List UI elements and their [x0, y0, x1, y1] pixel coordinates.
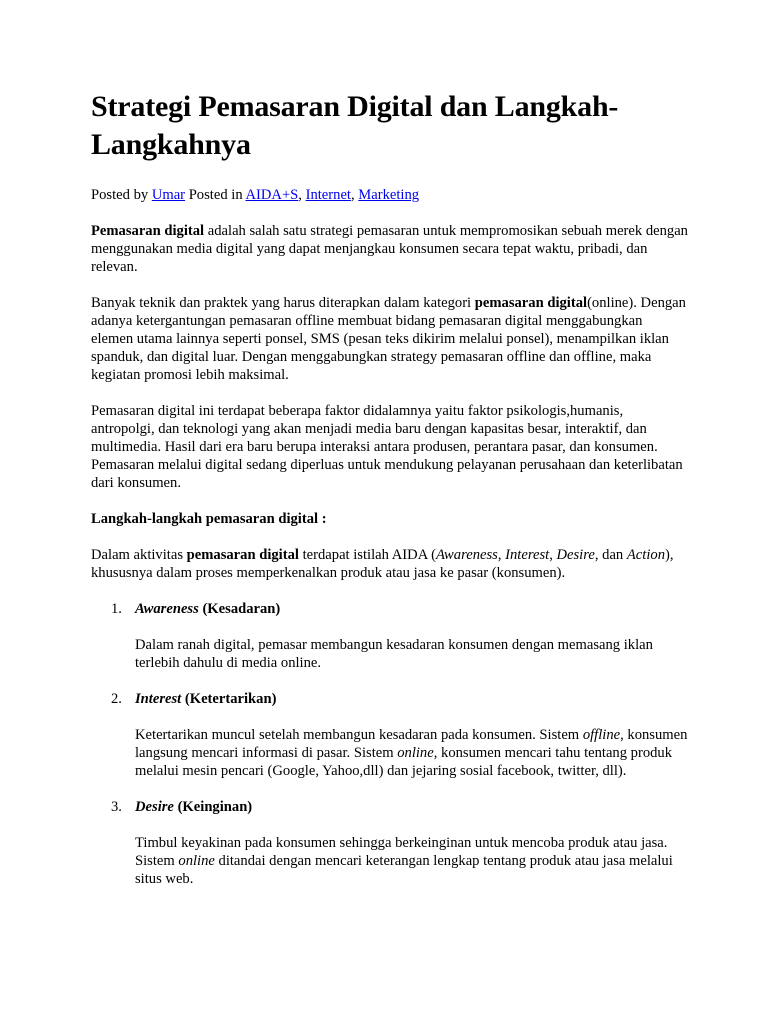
aida-text-mid: terdapat istilah AIDA ( — [298, 547, 436, 563]
step-body-text: ditandai dengan mencari keterangan lengkap tentang produk atau jasa melalui situs web. — [135, 853, 673, 887]
techniques-paragraph — [91, 294, 688, 384]
step-label: (Ketertarikan) — [181, 691, 277, 707]
category-link-aida[interactable]: AIDA+S — [245, 187, 299, 203]
aida-desire: Desire — [556, 547, 595, 563]
step-label: (Keinginan) — [173, 799, 253, 815]
factors-paragraph: Pemasaran digital ini terdapat beberapa faktor didalamnya yaitu faktor psikologis,humanis, antropolgi, dan teknologi yang akan menjadi media baru dengan kapasitas besar, interaktif, dan multimedia. Hasil dari era baru berupa interaksi antara produsen, perantara pasar, dan konsumen. Pemasaran melalui digital sedang diperluas untuk mendukung pelayanan perusahaan dan keterlibatan dari konsumen. — [91, 403, 683, 491]
aida-and: , dan — [594, 547, 627, 563]
list-item-body — [135, 834, 688, 888]
category-separator: , — [350, 187, 359, 203]
category-separator: , — [298, 187, 306, 203]
list-item-body: Dalam ranah digital, pemasar membangun kesadaran konsumen dengan memasang iklan terlebih dahulu di media online. — [135, 637, 653, 671]
list-number: 1. — [111, 601, 122, 617]
aida-text-pre: Dalam aktivitas — [91, 547, 187, 563]
steps-heading-text: Langkah-langkah pemasaran digital : — [91, 511, 327, 527]
step-body-text: , konsumen mencari tahu tentang produk melalui mesin pencari (Google, Yahoo,dll) dan jejaring sosial facebook, twitter, dll). — [135, 745, 673, 779]
step-body-italic: offline — [582, 727, 621, 743]
step-term: Interest — [135, 691, 182, 707]
category-link-internet[interactable]: Internet — [305, 187, 351, 203]
list-item-body — [135, 726, 688, 780]
aida-interest: Interest — [505, 547, 550, 563]
step-body-text: Timbul keyakinan pada konsumen sehingga berkeinginan untuk mencoba produk atau jasa. Sistem — [135, 835, 668, 869]
step-term: Awareness — [135, 601, 199, 617]
aida-comma: , — [497, 547, 506, 563]
list-item-desire — [91, 798, 688, 888]
aida-action: Action — [626, 547, 665, 563]
techniques-text-post: (online). Dengan adanya ketergantungan pemasaran offline membuat bidang pemasaran digital menggabungkan elemen utama lainnya seperti ponsel, SMS (pesan teks dikirim melalui ponsel), menampilkan iklan spanduk, dan digital luar. Dengan menggabungkan strategy pemasaran offline dan offline, maka kegiatan promosi lebih maksimal. — [91, 295, 686, 383]
posted-in-label: Posted in — [185, 187, 246, 203]
aida-steps-list — [91, 600, 688, 888]
step-body-text: , konsumen langsung mencari informasi di pasar. Sistem — [135, 727, 688, 761]
aida-comma: , — [549, 547, 557, 563]
step-body-italic: online — [397, 745, 434, 761]
step-term: Desire — [135, 799, 174, 815]
step-body-text: Ketertarikan muncul setelah membangun kesadaran pada konsumen. Sistem — [135, 727, 583, 743]
intro-bold-term: Pemasaran digital — [91, 223, 205, 239]
aida-awareness: Awareness — [435, 547, 498, 563]
list-item-awareness — [91, 600, 688, 672]
aida-text-post: ), khususnya dalam proses memperkenalkan produk atau jasa ke pasar (konsumen). — [91, 547, 674, 581]
posted-by-label: Posted by — [91, 187, 152, 203]
author-link[interactable]: Umar — [151, 187, 186, 203]
intro-text: adalah salah satu strategi pemasaran untuk mempromosikan sebuah merek dengan menggunakan media digital yang dapat menjangkau konsumen secara tepat waktu, pribadi, dan relevan. — [91, 223, 688, 275]
article-title: Strategi Pemasaran Digital dan Langkah-Langkahnya — [91, 90, 619, 161]
list-number: 2. — [111, 691, 122, 707]
steps-heading — [91, 510, 688, 528]
techniques-bold-term: pemasaran digital — [474, 295, 588, 311]
list-item-title — [135, 798, 688, 816]
category-link-marketing[interactable]: Marketing — [358, 187, 420, 203]
list-item-interest — [91, 690, 688, 780]
list-number: 3. — [111, 799, 122, 815]
post-meta — [91, 186, 688, 204]
step-label: (Kesadaran) — [198, 601, 281, 617]
list-item-title — [135, 600, 688, 618]
step-body-italic: online — [178, 853, 215, 869]
intro-paragraph — [91, 222, 688, 276]
techniques-text-pre: Banyak teknik dan praktek yang harus diterapkan dalam kategori — [91, 295, 475, 311]
aida-bold-term: pemasaran digital — [186, 547, 299, 563]
aida-paragraph — [91, 546, 688, 582]
list-item-title — [135, 690, 688, 708]
